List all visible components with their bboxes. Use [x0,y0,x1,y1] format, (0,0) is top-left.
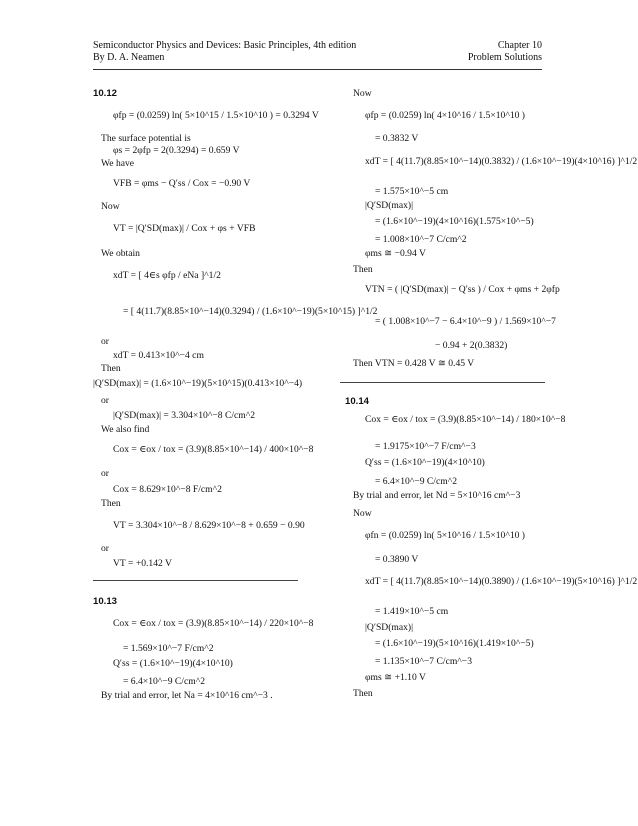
chapter-label: Chapter 10 [497,40,542,51]
header-right [468,40,542,64]
solution-line: = 6.4×10^−9 C/cm^2 [375,476,457,487]
solution-line: = 6.4×10^−9 C/cm^2 [123,676,205,687]
solution-line: VTN = ( |Q′SD(max)| − Q′ss ) / Cox + φms + 2φfp [365,284,560,295]
solution-line: xdT = [ 4∈s φfp / eNa ]^1/2 [113,270,221,281]
solution-line: VT = |Q′SD(max)| / Cox + φs + VFB [113,223,256,234]
solution-line: Then [101,363,121,374]
solution-line: Now [101,201,120,212]
solution-line: We obtain [101,248,140,259]
solution-line: VT = +0.142 V [113,558,172,569]
solution-line: Then VTN = 0.428 V ≅ 0.45 V [353,358,475,369]
solution-line: |Q′SD(max)| [365,200,414,211]
solution-line: |Q′SD(max)| = 3.304×10^−8 C/cm^2 [113,410,256,421]
solution-line: Then [101,498,121,509]
solution-line: Then [353,264,373,275]
solution-line: = 1.575×10^−5 cm [375,186,449,197]
solution-line: By trial and error, let Nd = 5×10^16 cm^−3 [353,490,521,501]
problem-number: 10.14 [345,396,370,407]
solution-line: VT = 3.304×10^−8 / 8.629×10^−8 + 0.659 − 0.90 [113,520,305,531]
solution-line: |Q′SD(max)| = (1.6×10^−19)(5×10^15)(0.413×10^−4) [93,378,303,389]
solution-line: xdT = 0.413×10^−4 cm [113,350,204,361]
book-author: By D. A. Neamen [93,52,165,63]
solution-line: φfp = (0.0259) ln( 4×10^16 / 1.5×10^10 ) [365,110,526,121]
solution-line: Now [353,508,372,519]
solution-line: Now [353,88,372,99]
problem-number: 10.13 [93,596,118,607]
solution-line: Cox = ∈ox / tox = (3.9)(8.85×10^−14) / 400×10^−8 [113,444,314,455]
solution-line: = 0.3890 V [375,554,419,565]
solution-line: φms ≅ −0.94 V [365,248,426,259]
solution-line: We also find [101,424,150,435]
solution-line: = (1.6×10^−19)(5×10^16)(1.419×10^−5) [375,638,534,649]
solution-line: φs = 2φfp = 2(0.3294) = 0.659 V [113,145,240,156]
solution-line: |Q′SD(max)| [365,622,414,633]
problem-divider-left [93,580,298,581]
solution-line: φfp = (0.0259) ln( 5×10^15 / 1.5×10^10 ) = 0.3294 V [113,110,319,121]
solution-line: Q′ss = (1.6×10^−19)(4×10^10) [365,457,485,468]
solution-line: VFB = φms − Q′ss / Cox = −0.90 V [113,178,251,189]
solution-line: = 0.3832 V [375,133,419,144]
solution-line: = ( 1.008×10^−7 − 6.4×10^−9 ) / 1.569×10^−7 [375,316,556,327]
solution-line: = (1.6×10^−19)(4×10^16)(1.575×10^−5) [375,216,534,227]
solution-line: We have [101,158,135,169]
solution-line: = 1.008×10^−7 C/cm^2 [375,234,467,245]
section-label: Problem Solutions [467,52,542,63]
solution-line: Then [353,688,373,699]
book-title: Semiconductor Physics and Devices: Basic Principles, 4th edition [93,40,357,51]
solution-line: Cox = ∈ox / tox = (3.9)(8.85×10^−14) / 220×10^−8 [113,618,314,629]
solution-line: or [101,395,109,406]
solution-line: By trial and error, let Na = 4×10^16 cm^−3 . [101,690,273,701]
solution-line: The surface potential is [101,133,191,144]
solution-line: Cox = 8.629×10^−8 F/cm^2 [113,484,222,495]
solution-line: or [101,468,109,479]
solution-line: xdT = [ 4(11.7)(8.85×10^−14)(0.3832) / (1.6×10^−19)(4×10^16) ]^1/2 [365,156,638,167]
solution-line: Cox = ∈ox / tox = (3.9)(8.85×10^−14) / 180×10^−8 [365,414,566,425]
solution-line: or [101,336,109,347]
solution-line: xdT = [ 4(11.7)(8.85×10^−14)(0.3890) / (1.6×10^−19)(5×10^16) ]^1/2 [365,576,638,587]
header-divider [93,69,542,70]
solution-line: φfn = (0.0259) ln( 5×10^16 / 1.5×10^10 ) [365,530,526,541]
solution-line: Q′ss = (1.6×10^−19)(4×10^10) [113,658,233,669]
solution-line: = 1.569×10^−7 F/cm^2 [123,643,214,654]
solution-line: φms ≅ +1.10 V [365,672,426,683]
solution-line: = [ 4(11.7)(8.85×10^−14)(0.3294) / (1.6×10^−19)(5×10^15) ]^1/2 [123,306,378,317]
solution-line: = 1.419×10^−5 cm [375,606,449,617]
solution-line: − 0.94 + 2(0.3832) [435,340,508,351]
solution-line: = 1.135×10^−7 C/cm^−3 [375,656,473,667]
problem-number: 10.12 [93,88,118,99]
solution-line: or [101,543,109,554]
header-left [93,40,356,64]
solution-line: = 1.9175×10^−7 F/cm^−3 [375,441,476,452]
problem-divider-right [340,382,545,383]
